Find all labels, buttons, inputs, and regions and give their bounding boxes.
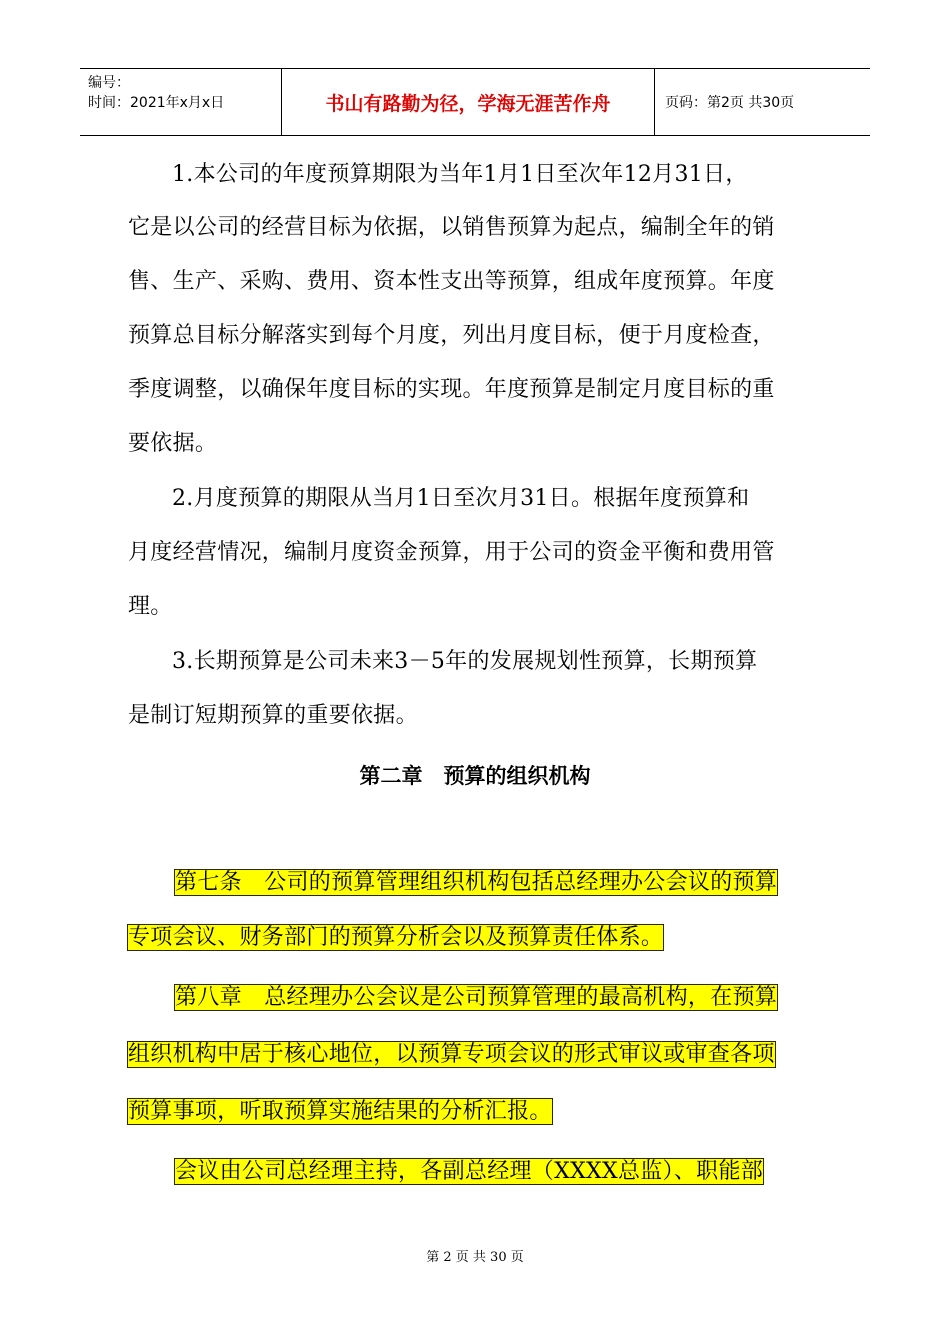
header-meta-cell [80, 69, 282, 135]
highlighted-line [175, 983, 875, 1013]
highlighted-line [128, 1040, 828, 1070]
paragraph-line: 要依据。 [128, 431, 218, 456]
paragraph-line: 理。 [128, 594, 173, 619]
page-info-cell [655, 69, 870, 135]
highlight-span: 专项会议、财务部门的预算分析会以及预算责任体系。 [128, 925, 664, 950]
paragraph-line: 2.月度预算的期限从当月1日至次月31日。根据年度预算和 [172, 486, 750, 511]
motto-cell [282, 69, 655, 135]
highlight-span: 第八章 总经理办公会议是公司预算管理的最高机构，在预算 [175, 985, 778, 1010]
highlighted-line [128, 1097, 828, 1127]
header-table [80, 68, 870, 136]
motto-text: 书山有路勤为径，学海无涯苦作舟 [325, 92, 611, 115]
paragraph-line: 1.本公司的年度预算期限为当年1月1日至次年12月31日， [172, 162, 748, 187]
paragraph-line: 是制订短期预算的重要依据。 [128, 703, 418, 728]
highlight-span: 预算事项，听取预算实施结果的分析汇报。 [128, 1099, 552, 1124]
number-label: 编号： [88, 75, 130, 91]
highlighted-line [175, 1157, 875, 1187]
paragraph-line: 预算总目标分解落实到每个月度，列出月度目标，便于月度检查， [128, 323, 775, 348]
page-label: 页码：第2页 共30页 [665, 95, 795, 111]
highlighted-line [128, 923, 828, 953]
paragraph-line: 它是以公司的经营目标为依据，以销售预算为起点，编制全年的销 [128, 215, 775, 240]
page-footer: 第 2 页 共 30 页 [426, 1250, 524, 1265]
time-label: 时间：2021年x月x日 [88, 95, 225, 111]
chapter-title: 第二章 预算的组织机构 [359, 764, 591, 788]
highlight-span: 第七条 公司的预算管理组织机构包括总经理办公会议的预算 [175, 870, 778, 895]
paragraph-line: 3.长期预算是公司未来3－5年的发展规划性预算，长期预算 [172, 649, 758, 674]
highlight-span: 组织机构中居于核心地位，以预算专项会议的形式审议或审查各项 [128, 1042, 775, 1067]
paragraph-line: 季度调整，以确保年度目标的实现。年度预算是制定月度目标的重 [128, 377, 775, 402]
paragraph-line: 售、生产、采购、费用、资本性支出等预算，组成年度预算。年度 [128, 269, 775, 294]
highlight-span: 会议由公司总经理主持，各副总经理（XXXX总监）、职能部 [175, 1159, 764, 1184]
highlighted-line [175, 868, 875, 898]
paragraph-line: 月度经营情况，编制月度资金预算，用于公司的资金平衡和费用管 [128, 540, 775, 565]
